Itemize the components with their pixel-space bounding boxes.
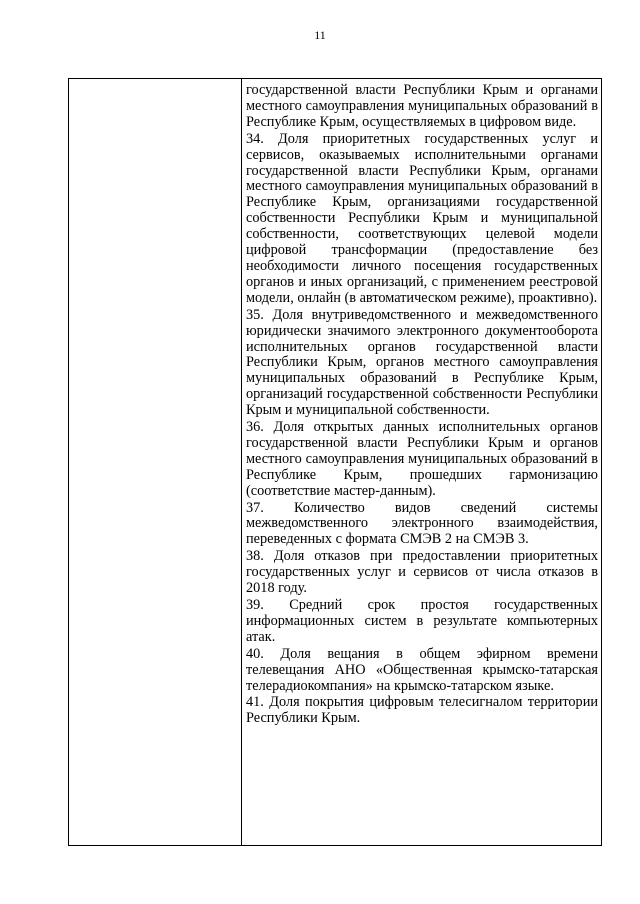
indicator-38: 38. Доля отказов при предоставлении приоритетных государственных услуг и сервисов от числа отказов в 2018 году. [246, 548, 598, 597]
indicator-34: 34. Доля приоритетных государственных услуг и сервисов, оказываемых исполнительными органами государственной власти Республики Крым, органами местного самоуправления муниципальных образований в Республике Крым, организациями государственной собственности Республики Крым и муниципальной собственности, соответствующих целевой модели цифровой трансформации (предоставление без необходимости личного посещения государственных органов и иных организаций, с применением реестровой модели, онлайн (в автоматическом режиме), проактивно). [246, 130, 598, 306]
indicator-39: 39. Средний срок простоя государственных информационных систем в результате компьютерных атак. [246, 597, 598, 645]
indicator-37: 37. Количество видов сведений системы межведомственного электронного взаимодействия, переведенных с формата СМЭВ 2 на СМЭВ 3. [246, 499, 598, 548]
indicator-36: 36. Доля открытых данных исполнительных органов государственной власти Республики Крым и органов местного самоуправления муниципальных образований в Республике Крым, прошедших гармонизацию (соответствие мастер-данным). [246, 419, 598, 499]
table-right-column [243, 79, 601, 845]
table-left-column [69, 79, 242, 845]
indicator-35: 35. Доля внутриведомственного и межведомственного юридически значимого электронного документооборота исполнительных органов государственной власти Республики Крым, органов местного самоуправления муниципальных образований в Республике Крым, организаций государственной собственности Республики Крым и муниципальной собственности. [246, 306, 598, 419]
indicator-40: 40. Доля вещания в общем эфирном времени телевещания АНО «Общественная крымско-татарская телерадиокомпания» на крымско-татарском языке. [246, 645, 598, 694]
indicator-continuation: государственной власти Республики Крым и органами местного самоуправления муниципальных образований в Республике Крым, осуществляемых в цифровом виде. [246, 82, 598, 130]
indicators-table [68, 78, 602, 846]
page-number: 11 [314, 28, 326, 42]
indicator-41: 41. Доля покрытия цифровым телесигналом территории Республики Крым. [246, 694, 598, 727]
